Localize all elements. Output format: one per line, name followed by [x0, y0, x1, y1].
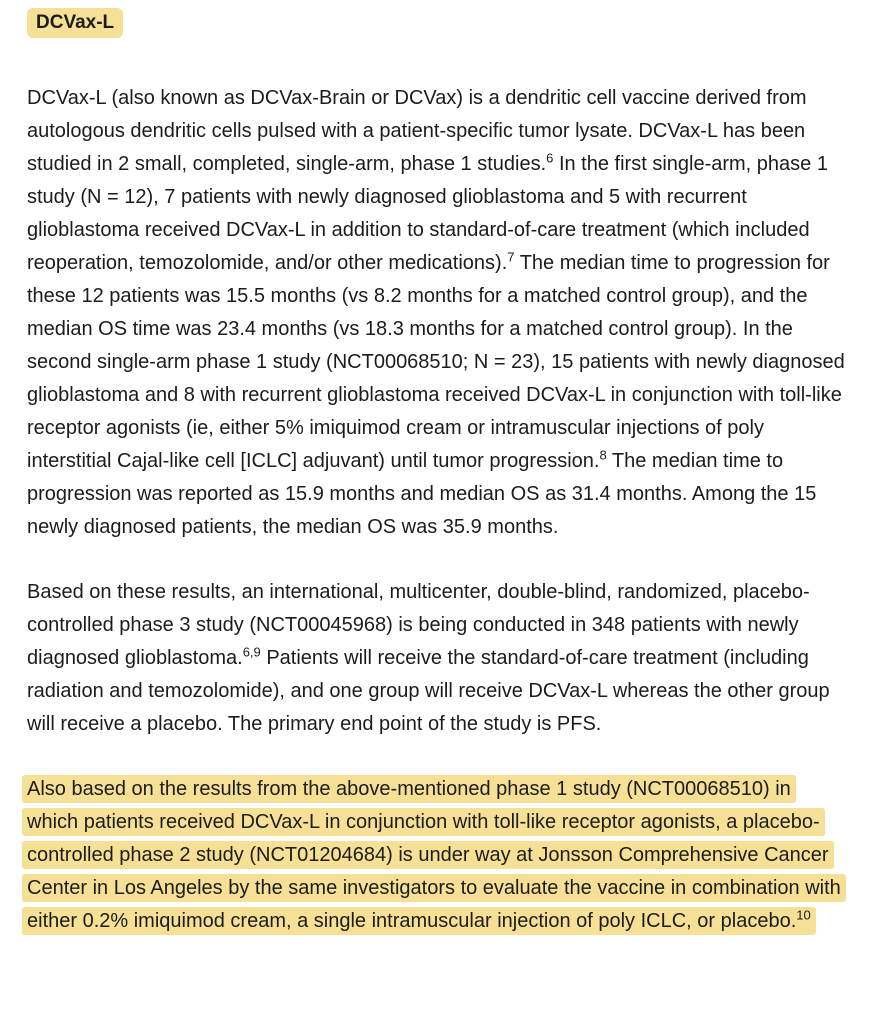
reference-superscript: 8 — [599, 447, 607, 463]
highlighted-text: Also based on the results from the above-mentioned phase 1 study (NCT00068510) in which patients received DCVax-L in conjunction with toll-like receptor agonists, a placebo-controlled phase 2 study (NCT01204684) is under way at Jonsson Comprehensive Cancer Center in Los Angeles by the same investigators to evaluate the vaccine in combination with either 0.2% imiquimod cream, a single intramuscular injection of poly ICLC, or placebo.$^{10}$ — [22, 775, 846, 935]
paragraph-3 — [27, 773, 847, 938]
reference-superscript: 6,9 — [242, 644, 261, 660]
paragraph-2: Based on these results, an international, multicenter, double-blind, randomized, placebo-controlled phase 3 study (NCT00045968) is being conducted in 348 patients with newly diagnosed glioblastoma.$^{6,9}$ Patients will receive the standard-of-care treatment (including radiation and temozolomide), and one group will receive DCVax-L whereas the other group will receive a placebo. The primary end point of the study is PFS. — [27, 581, 830, 735]
paragraph-1: DCVax-L (also known as DCVax-Brain or DCVax) is a dendritic cell vaccine derived from autologous dendritic cells pulsed with a patient-specific tumor lysate. DCVax-L has been studied in 2 small, completed, single-arm, phase 1 studies.$^6$ In the first single-arm, phase 1 study (N = 12), 7 patients with newly diagnosed glioblastoma and 5 with recurrent glioblastoma received DCVax-L in addition to standard-of-care treatment (which included reoperation, temozolomide, and/or other medications).$^7$ The median time to progression for these 12 patients was 15.5 months (vs 8.2 months for a matched control group), and the median OS time was 23.4 months (vs 18.3 months for a matched control group). In the second single-arm phase 1 study (NCT00068510; N = 23), 15 patients with newly diagnosed glioblastoma and 8 with recurrent glioblastoma received DCVax-L in conjunction with toll-like receptor agonists (ie, either 5% imiquimod cream or intramuscular injections of poly interstitial Cajal-like cell [ICLC] adjuvant) until tumor progression.$^8$ The median time to progression was reported as 15.9 months and median OS as 31.4 months. Among the 15 newly diagnosed patients, the median OS was 35.9 months. — [27, 87, 845, 538]
page-title-row — [27, 8, 847, 38]
reference-superscript: 7 — [507, 249, 515, 265]
page-title: DCVax-L — [27, 8, 123, 38]
reference-superscript: 10 — [796, 907, 811, 923]
document-body — [27, 82, 847, 938]
reference-superscript: 6 — [546, 150, 554, 166]
